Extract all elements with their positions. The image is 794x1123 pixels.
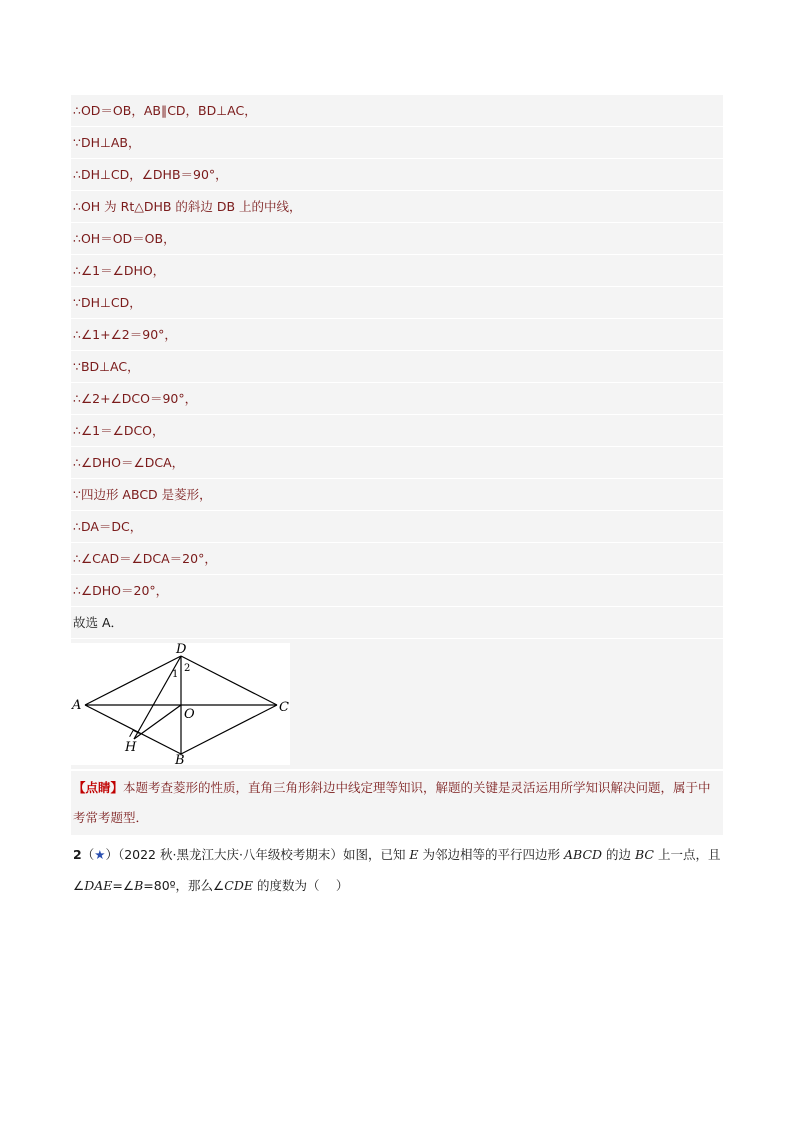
conclusion-line: 故选 A． — [71, 607, 723, 639]
figure-row — [71, 639, 723, 769]
label-O: O — [184, 707, 195, 722]
var-BC: BC — [634, 847, 654, 862]
solution-line: ∴∠DHO＝20°， — [71, 575, 723, 607]
solution-lines — [71, 95, 723, 607]
solution-line: ∴∠DHO＝∠DCA， — [71, 447, 723, 479]
var-ABCD: ABCD — [564, 847, 603, 862]
solution-line: ∵DH⊥AB， — [71, 127, 723, 159]
edge-DC — [181, 656, 277, 705]
var-DAE: DAE — [84, 878, 113, 893]
solution-line: ∴OH 为 Rt△DHB 的斜边 DB 上的中线， — [71, 191, 723, 223]
var-B: B — [134, 878, 144, 893]
label-H: H — [125, 740, 137, 755]
question-number: 2 — [73, 847, 82, 862]
solution-line: ∵BD⊥AC， — [71, 351, 723, 383]
question-source: （2022 秋·黑龙江大庆·八年级校考期末） — [117, 847, 343, 862]
question-text-6: =80º，那么∠ — [143, 878, 225, 893]
question-text-2: 为邻边相等的平行四边形 — [418, 847, 564, 862]
label-B: B — [175, 753, 185, 765]
dianjing-text: 本题考查菱形的性质，直角三角形斜边中线定理等知识，解题的关键是灵活运用所学知识解决问题，属于中考常考题型． — [73, 780, 711, 825]
solution-line: ∴∠1＝∠DCO， — [71, 415, 723, 447]
question-2 — [71, 839, 723, 901]
document-page — [71, 95, 723, 901]
segment-HO — [134, 705, 181, 739]
solution-line: ∴DH⊥CD，∠DHB＝90°， — [71, 159, 723, 191]
star-paren-open: （ — [81, 847, 95, 862]
question-text-7: 的度数为（ ） — [252, 878, 349, 893]
var-E: E — [409, 847, 419, 862]
question-text-3: 的边 — [602, 847, 635, 862]
label-angle-2: 2 — [184, 663, 191, 674]
dianjing-tag: 【点睛】 — [73, 780, 124, 795]
solution-line: ∴OD＝OB，AB∥CD，BD⊥AC， — [71, 95, 723, 127]
rhombus-figure — [71, 643, 290, 765]
solution-line: ∴DA＝DC， — [71, 511, 723, 543]
solution-line: ∴∠CAD＝∠DCA＝20°， — [71, 543, 723, 575]
question-text-5: =∠ — [112, 878, 135, 893]
solution-line: ∴∠1+∠2＝90°， — [71, 319, 723, 351]
label-D: D — [176, 643, 187, 657]
edge-CB — [181, 705, 277, 754]
var-CDE: CDE — [224, 878, 253, 893]
solution-line: ∴OH＝OD＝OB， — [71, 223, 723, 255]
question-text-4: 上一点，且∠ — [73, 847, 721, 893]
rhombus-diagram — [71, 643, 290, 765]
label-C: C — [279, 700, 289, 715]
star-paren-close: ） — [105, 847, 118, 862]
solution-line: ∴∠2+∠DCO＝90°， — [71, 383, 723, 415]
solution-line: ∵DH⊥CD， — [71, 287, 723, 319]
solution-line: ∴∠1＝∠DHO， — [71, 255, 723, 287]
question-text-1: 如图，已知 — [342, 847, 410, 862]
star-icon: ★ — [94, 847, 106, 862]
label-angle-1: 1 — [172, 669, 179, 680]
solution-line: ∵四边形 ABCD 是菱形， — [71, 479, 723, 511]
label-A: A — [72, 698, 82, 713]
dianjing-note — [71, 771, 723, 835]
